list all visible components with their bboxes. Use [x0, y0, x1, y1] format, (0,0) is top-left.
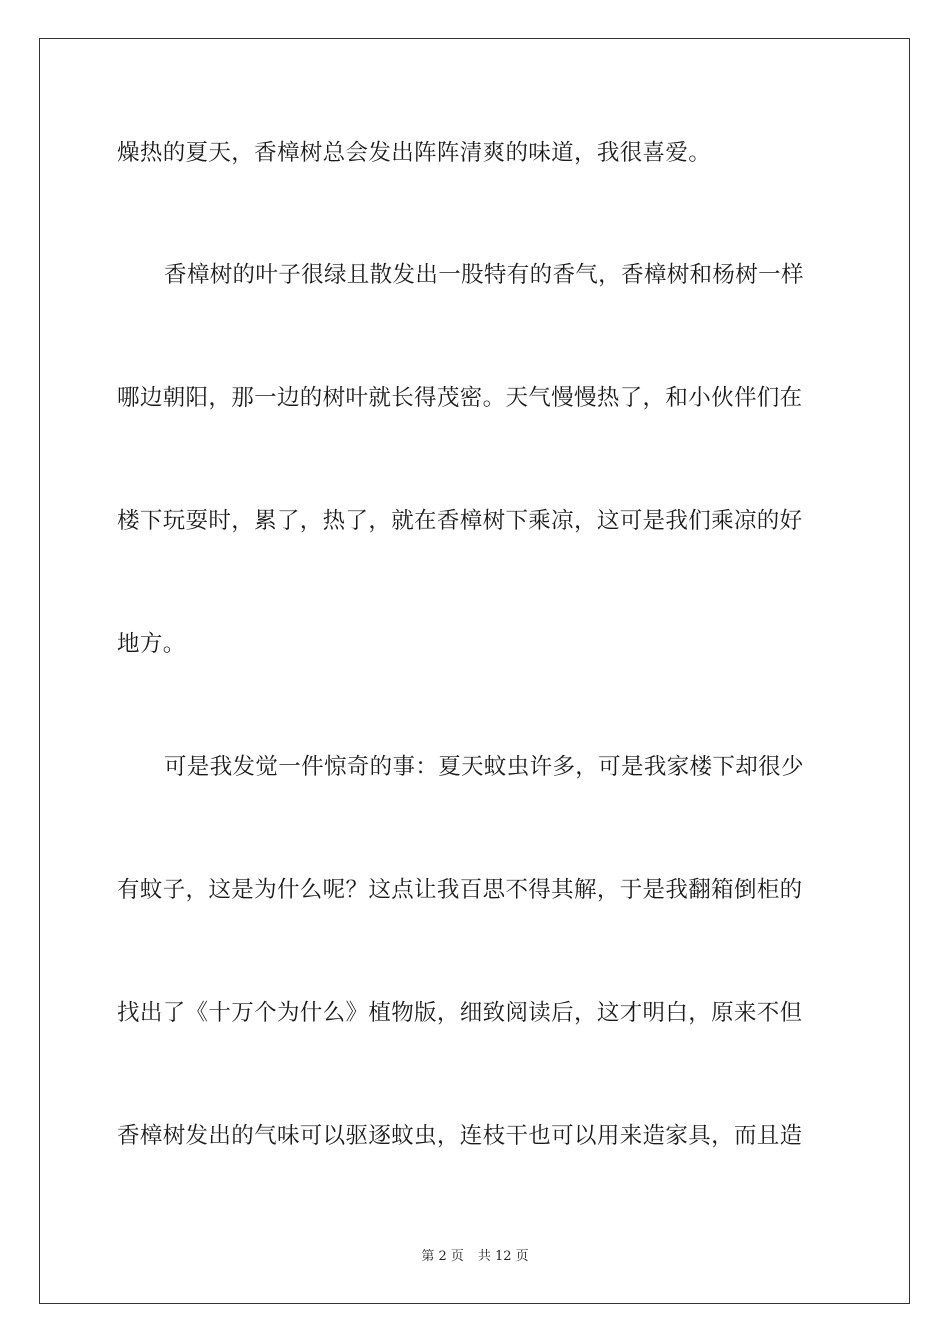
- page-number: 第 2 页: [421, 1249, 464, 1264]
- page-footer: [0, 1248, 950, 1266]
- text-line-8: 找出了《十万个为什么》植物版，细致阅读后，这才明白，原来不但: [117, 1000, 803, 1026]
- page-frame: [39, 38, 910, 1304]
- text-line-4: 楼下玩耍时，累了，热了，就在香樟树下乘凉，这可是我们乘凉的好: [117, 508, 803, 534]
- page-total: 共 12 页: [477, 1249, 529, 1264]
- text-line-5: 地方。: [117, 631, 186, 657]
- text-line-7: 有蚊子，这是为什么呢？这点让我百思不得其解，于是我翻箱倒柜的: [117, 877, 803, 903]
- text-line-2-paragraph-start: 香樟树的叶子很绿且散发出一股特有的香气，香樟树和杨树一样: [164, 262, 804, 288]
- text-line-9: 香樟树发出的气味可以驱逐蚊虫，连枝干也可以用来造家具，而且造: [117, 1123, 803, 1149]
- text-line-1: 燥热的夏天，香樟树总会发出阵阵清爽的味道，我很喜爱。: [117, 140, 712, 166]
- text-line-6-paragraph-start: 可是我发觉一件惊奇的事：夏天蚊虫许多，可是我家楼下却很少: [164, 754, 804, 780]
- text-line-3: 哪边朝阳，那一边的树叶就长得茂密。天气慢慢热了，和小伙伴们在: [117, 385, 803, 411]
